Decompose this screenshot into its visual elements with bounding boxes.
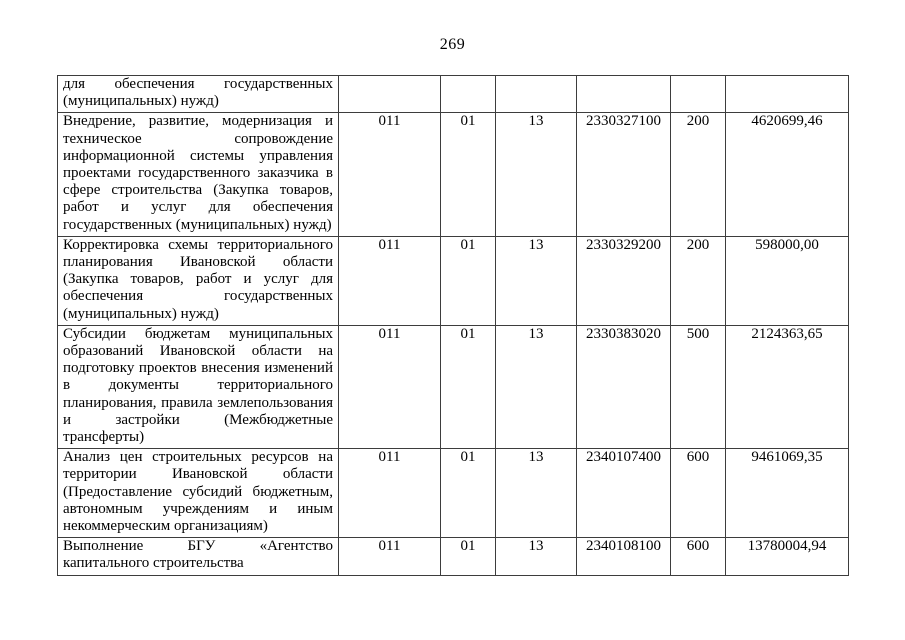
target-article-cell: 2340108100 [577, 538, 671, 575]
section-cell: 01 [441, 449, 496, 538]
page-number: 269 [439, 36, 466, 53]
table-row [58, 325, 849, 448]
subsection-cell: 13 [496, 325, 577, 448]
grbs-code-cell: 011 [339, 449, 441, 538]
grbs-code-cell: 011 [339, 325, 441, 448]
grbs-code-cell: 011 [339, 236, 441, 325]
table-row [58, 538, 849, 575]
table-row [58, 449, 849, 538]
budget-table [57, 75, 849, 576]
section-cell: 01 [441, 113, 496, 236]
target-article-cell: 2330383020 [577, 325, 671, 448]
expense-name-cell: Корректировка схемы территориального планирования Ивановской области (Закупка товаров, работ и услуг для обеспечения государственных (муниципальных) нужд) [58, 236, 339, 325]
section-cell [441, 76, 496, 113]
target-article-cell: 2330329200 [577, 236, 671, 325]
expense-name-cell: Внедрение, развитие, модернизация и техническое сопровождение информационной системы управления проектами государственного заказчика в сфере строительства (Закупка товаров, работ и услуг для обеспечения государственных (муниципальных) нужд) [58, 113, 339, 236]
subsection-cell: 13 [496, 236, 577, 325]
amount-cell: 2124363,65 [726, 325, 849, 448]
target-article-cell [577, 76, 671, 113]
table-row [58, 236, 849, 325]
table-row [58, 76, 849, 113]
expense-name-cell: Субсидии бюджетам муниципальных образований Ивановской области на подготовку проектов внесения изменений в документы территориального планирования, правила землепользования и застройки (Межбюджетные трансферты) [58, 325, 339, 448]
subsection-cell: 13 [496, 113, 577, 236]
amount-cell: 598000,00 [726, 236, 849, 325]
amount-cell: 13780004,94 [726, 538, 849, 575]
amount-cell [726, 76, 849, 113]
target-article-cell: 2340107400 [577, 449, 671, 538]
grbs-code-cell [339, 76, 441, 113]
section-cell: 01 [441, 538, 496, 575]
expense-type-cell: 600 [671, 538, 726, 575]
section-cell: 01 [441, 236, 496, 325]
expense-type-cell: 600 [671, 449, 726, 538]
amount-cell: 9461069,35 [726, 449, 849, 538]
subsection-cell: 13 [496, 449, 577, 538]
target-article-cell: 2330327100 [577, 113, 671, 236]
grbs-code-cell: 011 [339, 113, 441, 236]
grbs-code-cell: 011 [339, 538, 441, 575]
expense-name-cell: Анализ цен строительных ресурсов на территории Ивановской области (Предоставление субсидий бюджетным, автономным учреждениям и иным некоммерческим организациям) [58, 449, 339, 538]
subsection-cell: 13 [496, 538, 577, 575]
amount-cell: 4620699,46 [726, 113, 849, 236]
section-cell: 01 [441, 325, 496, 448]
expense-name-cell: Выполнение БГУ «Агентство капитального строительства [58, 538, 339, 575]
expense-type-cell: 500 [671, 325, 726, 448]
expense-name-cell: для обеспечения государственных (муниципальных) нужд) [58, 76, 339, 113]
expense-type-cell: 200 [671, 236, 726, 325]
expense-type-cell: 200 [671, 113, 726, 236]
table-row [58, 113, 849, 236]
expense-type-cell [671, 76, 726, 113]
subsection-cell [496, 76, 577, 113]
